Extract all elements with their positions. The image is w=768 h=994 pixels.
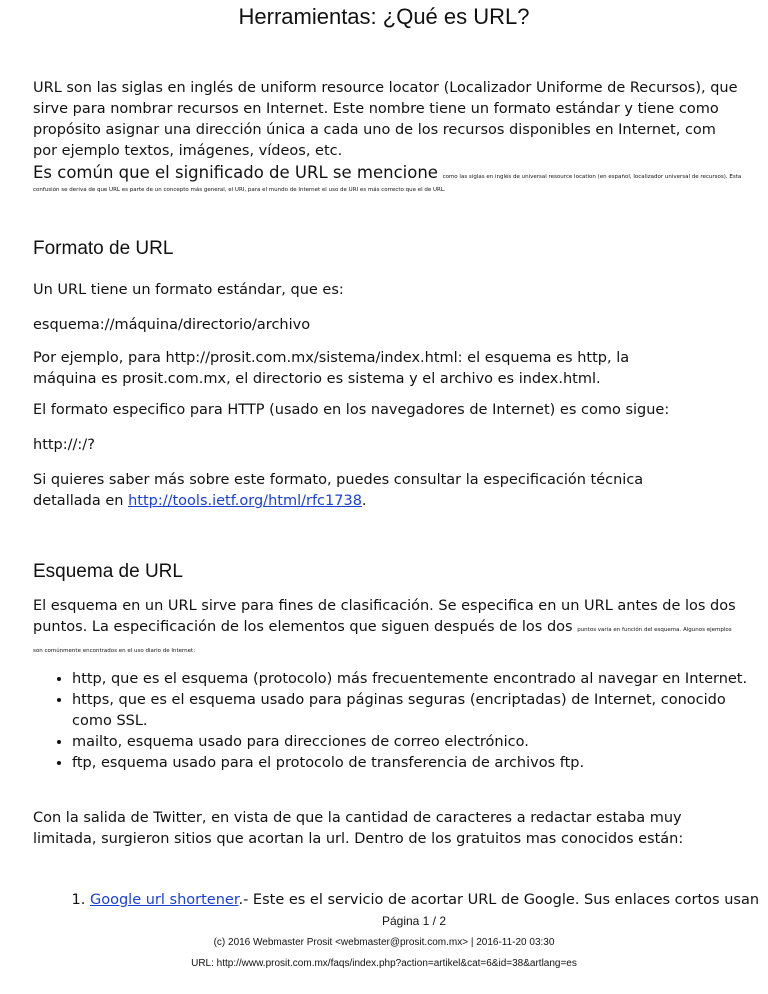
common-paragraph — [33, 163, 743, 194]
scheme-paragraph — [33, 596, 743, 659]
list-item: • mailto, esquema usado para direcciones de correo electrónico. — [72, 732, 762, 753]
format-p4: El formato especifico para HTTP (usado en los navegadores de Internet) es como sigue: — [33, 402, 670, 418]
twitter-paragraph: Con la salida de Twitter, en vista de que la cantidad de caracteres a redactar estaba muy limitada, surgieron sitios que acortan la url. Dentro de los gratuitos mas conocidos están: — [33, 810, 684, 847]
format-p5: http://:/? — [33, 437, 95, 453]
shortener-list — [68, 890, 768, 911]
list-item: • ftp, esquema usado para el protocolo de transferencia de archivos ftp. — [72, 753, 762, 774]
page-title: Herramientas: ¿Qué es URL? — [238, 4, 530, 29]
scheme-list — [50, 669, 762, 774]
format-p6 — [33, 470, 693, 512]
list-item: • http, que es el esquema (protocolo) más frecuentemente encontrado al navegar en Internet. — [72, 669, 762, 690]
list-item: • https, que es el esquema usado para páginas seguras (encriptadas) de Internet, conocido como SSL. — [72, 690, 762, 732]
common-small-text: como las siglas en inglés de universal resource location (en español, localizador universal de recursos). Esta confusión se deriva de que URL es parte de un concepto más general, el URI, para el mundo de Internet el uso de URI es más correcto que el de URL. — [33, 174, 742, 193]
rfc-link[interactable]: http://tools.ietf.org/html/rfc1738 — [128, 493, 362, 509]
page-number: Página 1 / 2 — [0, 914, 768, 928]
common-big-text: Es común que el significado de URL se mencione — [33, 163, 438, 182]
footer-url: URL: http://www.prosit.com.mx/faqs/index.php?action=artikel&cat=6&id=38&artlang=es — [191, 958, 577, 969]
format-p2: esquema://máquina/directorio/archivo — [33, 317, 311, 333]
shortener-text: .- Este es el servicio de acortar URL de Google. Sus enlaces cortos usan — [238, 892, 760, 908]
intro-paragraph: URL son las siglas en inglés de uniform resource locator (Localizador Uniforme de Recursos), que sirve para nombrar recursos en Internet. Este nombre tiene un formato estándar y tiene como propósito asignar una dirección única a cada uno de los recursos disponibles en Internet, com por ejemplo textos, imágenes, vídeos, etc. — [33, 80, 738, 159]
list-item — [90, 890, 768, 911]
footer-copyright: (c) 2016 Webmaster Prosit <webmaster@prosit.com.mx> | 2016-11-20 03:30 — [213, 937, 555, 948]
scheme-small-text: puntos varía en función del esquema. Algunos ejemplos son comúnmente encontrados en el uso diario de Internet: — [33, 627, 732, 654]
format-p3: Por ejemplo, para http://prosit.com.mx/sistema/index.html: el esquema es http, la máquina es prosit.com.mx, el directorio es sistema y el archivo es index.html. — [33, 350, 630, 387]
google-shortener-link[interactable]: Google url shortener — [90, 892, 239, 908]
format-p6-text: Si quieres saber más sobre este formato, puedes consultar la especificación técnica detallada en — [33, 472, 644, 509]
format-p1: Un URL tiene un formato estándar, que es: — [33, 282, 344, 298]
scheme-heading: Esquema de URL — [33, 561, 183, 582]
scheme-big-text: El esquema en un URL sirve para fines de clasificación. Se especifica en un URL antes de los dos puntos. La especificación de los elementos que siguen después de los dos — [33, 598, 736, 635]
format-heading: Formato de URL — [33, 238, 174, 259]
format-p6-end: . — [361, 493, 367, 509]
